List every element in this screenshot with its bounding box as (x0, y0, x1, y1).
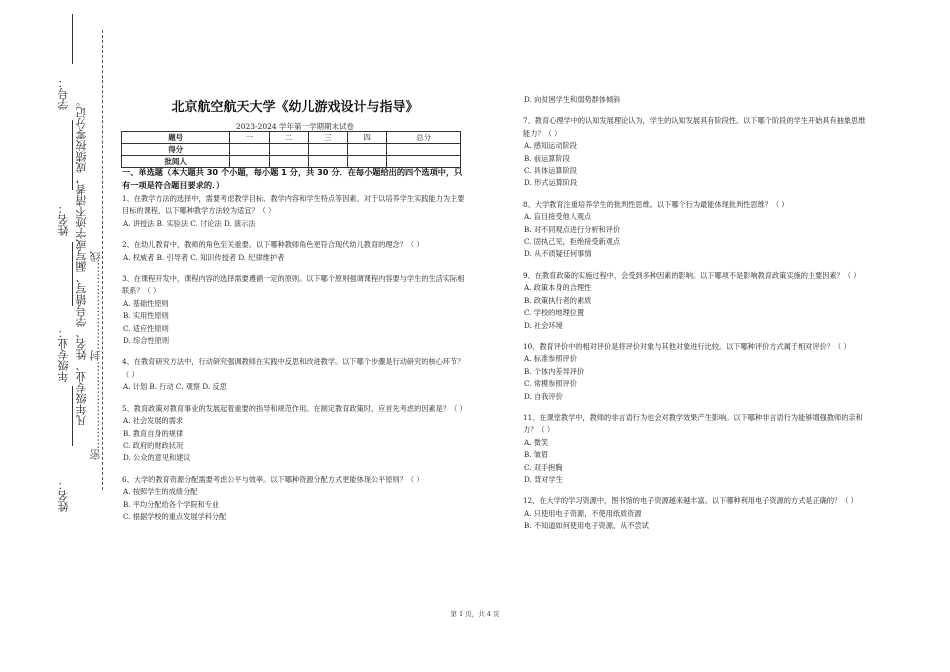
question-option: D. 综合性原则 (123, 336, 170, 346)
margin-line-major (72, 242, 73, 306)
margin-warning-text: 凡年级专业、姓名、学号错写、漏写或字迹不清者，成绩按零分记。 (75, 96, 88, 426)
question-option: A. 只使用电子资源，不使用纸质资源 (524, 508, 642, 518)
question-option: D. 向贫困学生和弱势群体倾斜 (524, 95, 621, 104)
margin-student-id-label: 学号： (57, 77, 70, 110)
question-item (122, 273, 467, 347)
question-item (523, 341, 868, 403)
score-cell[interactable] (347, 144, 386, 156)
score-cell[interactable] (230, 144, 269, 156)
question-option: C. 具体运算阶段 (524, 166, 577, 176)
question-item (122, 403, 467, 465)
question-option: A. 按照学生的成绩分配 (123, 487, 198, 497)
question-option: D. 从不质疑任何事情 (524, 249, 592, 259)
score-header-cell: 题号 (122, 132, 230, 144)
score-table (121, 131, 461, 168)
question-option: B. 皱眉 (524, 450, 549, 460)
question-option: C. 学校的地理位置 (524, 308, 585, 318)
question-option: A. 计划 B. 行动 C. 观察 D. 反思 (123, 382, 227, 392)
question-stem: 5、教育政策对教育事业的发展起着重要的指导和规范作用。在制定教育政策时，应首先考虑的因素是？（ ） (122, 403, 467, 413)
question-option: B. 教育自身的规律 (123, 428, 184, 438)
question-stem: 3、在课程开发中，课程内容的选择需要遵循一定的原则。以下哪个原则强调课程内容要与学生的生活实际相联系？（ ） (122, 274, 465, 296)
question-item (523, 199, 868, 261)
question-option: D. 公众的意见和建议 (123, 453, 191, 463)
question-item (122, 193, 467, 230)
question-option: C. 常模参照评价 (524, 379, 577, 389)
score-header-cell: 一 (230, 132, 269, 144)
question-option: C. 政府的财政状况 (123, 440, 184, 450)
margin-line-school (72, 386, 73, 446)
question-item (523, 495, 868, 532)
question-item (523, 270, 868, 332)
question-stem: 9、在教育政策的实施过程中，会受到多种因素的影响。以下哪项不是影响教育政策实施的主要因素？（ ） (523, 270, 861, 280)
grader-row-label: 批阅人 (122, 156, 230, 168)
question-option: A. 权威者 B. 引导者 C. 知识传授者 D. 纪律维护者 (123, 252, 285, 262)
question-option: C. 固执己见，拒绝接受新观点 (524, 237, 621, 247)
left-question-list (122, 193, 467, 523)
question-option: B. 不知道如何使用电子资源，从不尝试 (524, 521, 649, 531)
question-option: A. 标准参照评价 (524, 354, 577, 364)
score-table-score-row (122, 144, 461, 156)
question-stem: 6、大学的教育资源分配需要考虑公平与效率。以下哪种资源分配方式更能体现公平原则？（ ） (122, 474, 424, 484)
question-option: C. 适应性原则 (123, 323, 169, 333)
question-item (122, 239, 467, 264)
question-stem: 7、教育心理学中的认知发展理论认为，学生的认知发展具有阶段性。以下哪个阶段的学生开始具有抽象思维能力？（ ） (523, 116, 866, 138)
question-option: A. 感知运动阶段 (524, 141, 577, 151)
margin-grade-major-label: 年级专业： (57, 327, 70, 382)
question-item (122, 356, 467, 393)
question-item (523, 412, 868, 486)
right-question-list (523, 94, 868, 533)
question-stem: 12、在大学的学习资源中，图书馆的电子资源越来越丰富。以下哪种利用电子资源的方式是正确的？（ ） (523, 496, 858, 506)
section-one-title: 一、单选题（本大题共 30 个小题，每小题 1 分，共 30 分．在每小题给出的四个选项中，只有一项是符合题目要求的．） (122, 167, 463, 190)
question-item (523, 94, 868, 106)
question-option: B. 实用性原则 (123, 311, 169, 321)
question-stem: 10、教育评价中的相对评价是将评价对象与其他对象进行比较。以下哪种评价方式属于相对评价？（ ） (523, 341, 851, 351)
score-row-label: 得分 (122, 144, 230, 156)
question-item (523, 115, 868, 189)
score-header-cell: 二 (269, 132, 308, 144)
margin-cut-line (102, 30, 103, 490)
score-cell[interactable] (269, 144, 308, 156)
question-option: A. 微笑 (524, 437, 549, 447)
question-option: A. 基础性原则 (123, 298, 169, 308)
score-table-header-row (122, 132, 461, 144)
score-header-cell: 总分 (387, 132, 461, 144)
margin-seal-line: 密……………………封……………………线 (89, 251, 102, 460)
score-header-cell: 三 (308, 132, 347, 144)
question-option: C. 双手抱胸 (524, 462, 563, 472)
question-option: D. 形式运算阶段 (524, 178, 578, 188)
question-option: B. 平均分配给各个学院和专业 (123, 499, 220, 509)
question-option: C. 根据学校的重点发展学科分配 (123, 511, 227, 521)
question-option: A. 盲目接受他人观点 (524, 212, 592, 222)
margin-line-id (72, 14, 73, 64)
margin-name-label: 姓名： (57, 203, 70, 236)
margin-school-label: 姓名： (57, 479, 70, 512)
binding-margin (0, 0, 110, 672)
question-option: A. 政策本身的合理性 (524, 283, 592, 293)
question-option: B. 对不同观点进行分析和评价 (524, 224, 621, 234)
question-stem: 2、在幼儿教育中，教师的角色至关重要。以下哪种教师角色更符合现代幼儿教育的理念？（ ） (122, 240, 424, 250)
margin-line-name (72, 120, 73, 190)
right-column (523, 94, 868, 542)
question-stem: 11、在课堂教学中，教师的非言语行为也会对教学效果产生影响。以下哪种非言语行为能够增强教师的亲和力？（ ） (523, 412, 863, 435)
question-option: A. 社会发展的需求 (123, 416, 184, 426)
score-cell[interactable] (387, 144, 461, 156)
question-option: A. 讲授法 B. 实验法 C. 讨论法 D. 演示法 (123, 218, 256, 228)
left-column (122, 166, 467, 532)
question-stem: 8、大学教育注重培养学生的批判性思维。以下哪个行为最能体现批判性思维？（ ） (523, 199, 789, 209)
question-option: D. 社会环境 (524, 320, 563, 330)
exam-title: 北京航空航天大学《幼儿游戏设计与指导》 (171, 100, 419, 115)
page-footer: 第 1 页，共 4 页 (450, 610, 500, 618)
question-option: D. 自我评价 (524, 391, 563, 401)
question-stem: 4、在教育研究方法中，行动研究强调教师在实践中反思和改进教学。以下哪个步骤是行动研究的核心环节？（ ） (122, 357, 465, 379)
question-option: B. 前运算阶段 (524, 153, 570, 163)
question-item (122, 474, 467, 524)
question-stem: 1、在教学方法的选择中，需要考虑教学目标、教学内容和学生特点等因素。对于以培养学生实践能力为主要目标的课程，以下哪种教学方法较为适宜？（ ） (122, 194, 465, 216)
score-header-cell: 四 (347, 132, 386, 144)
score-cell[interactable] (308, 144, 347, 156)
question-option: B. 政策执行者的素质 (524, 295, 592, 305)
question-option: B. 个体内差异评价 (524, 366, 585, 376)
question-option: D. 背对学生 (524, 474, 563, 484)
exam-subtitle: 2023-2024 学年第一学期期末试卷 (235, 122, 355, 131)
